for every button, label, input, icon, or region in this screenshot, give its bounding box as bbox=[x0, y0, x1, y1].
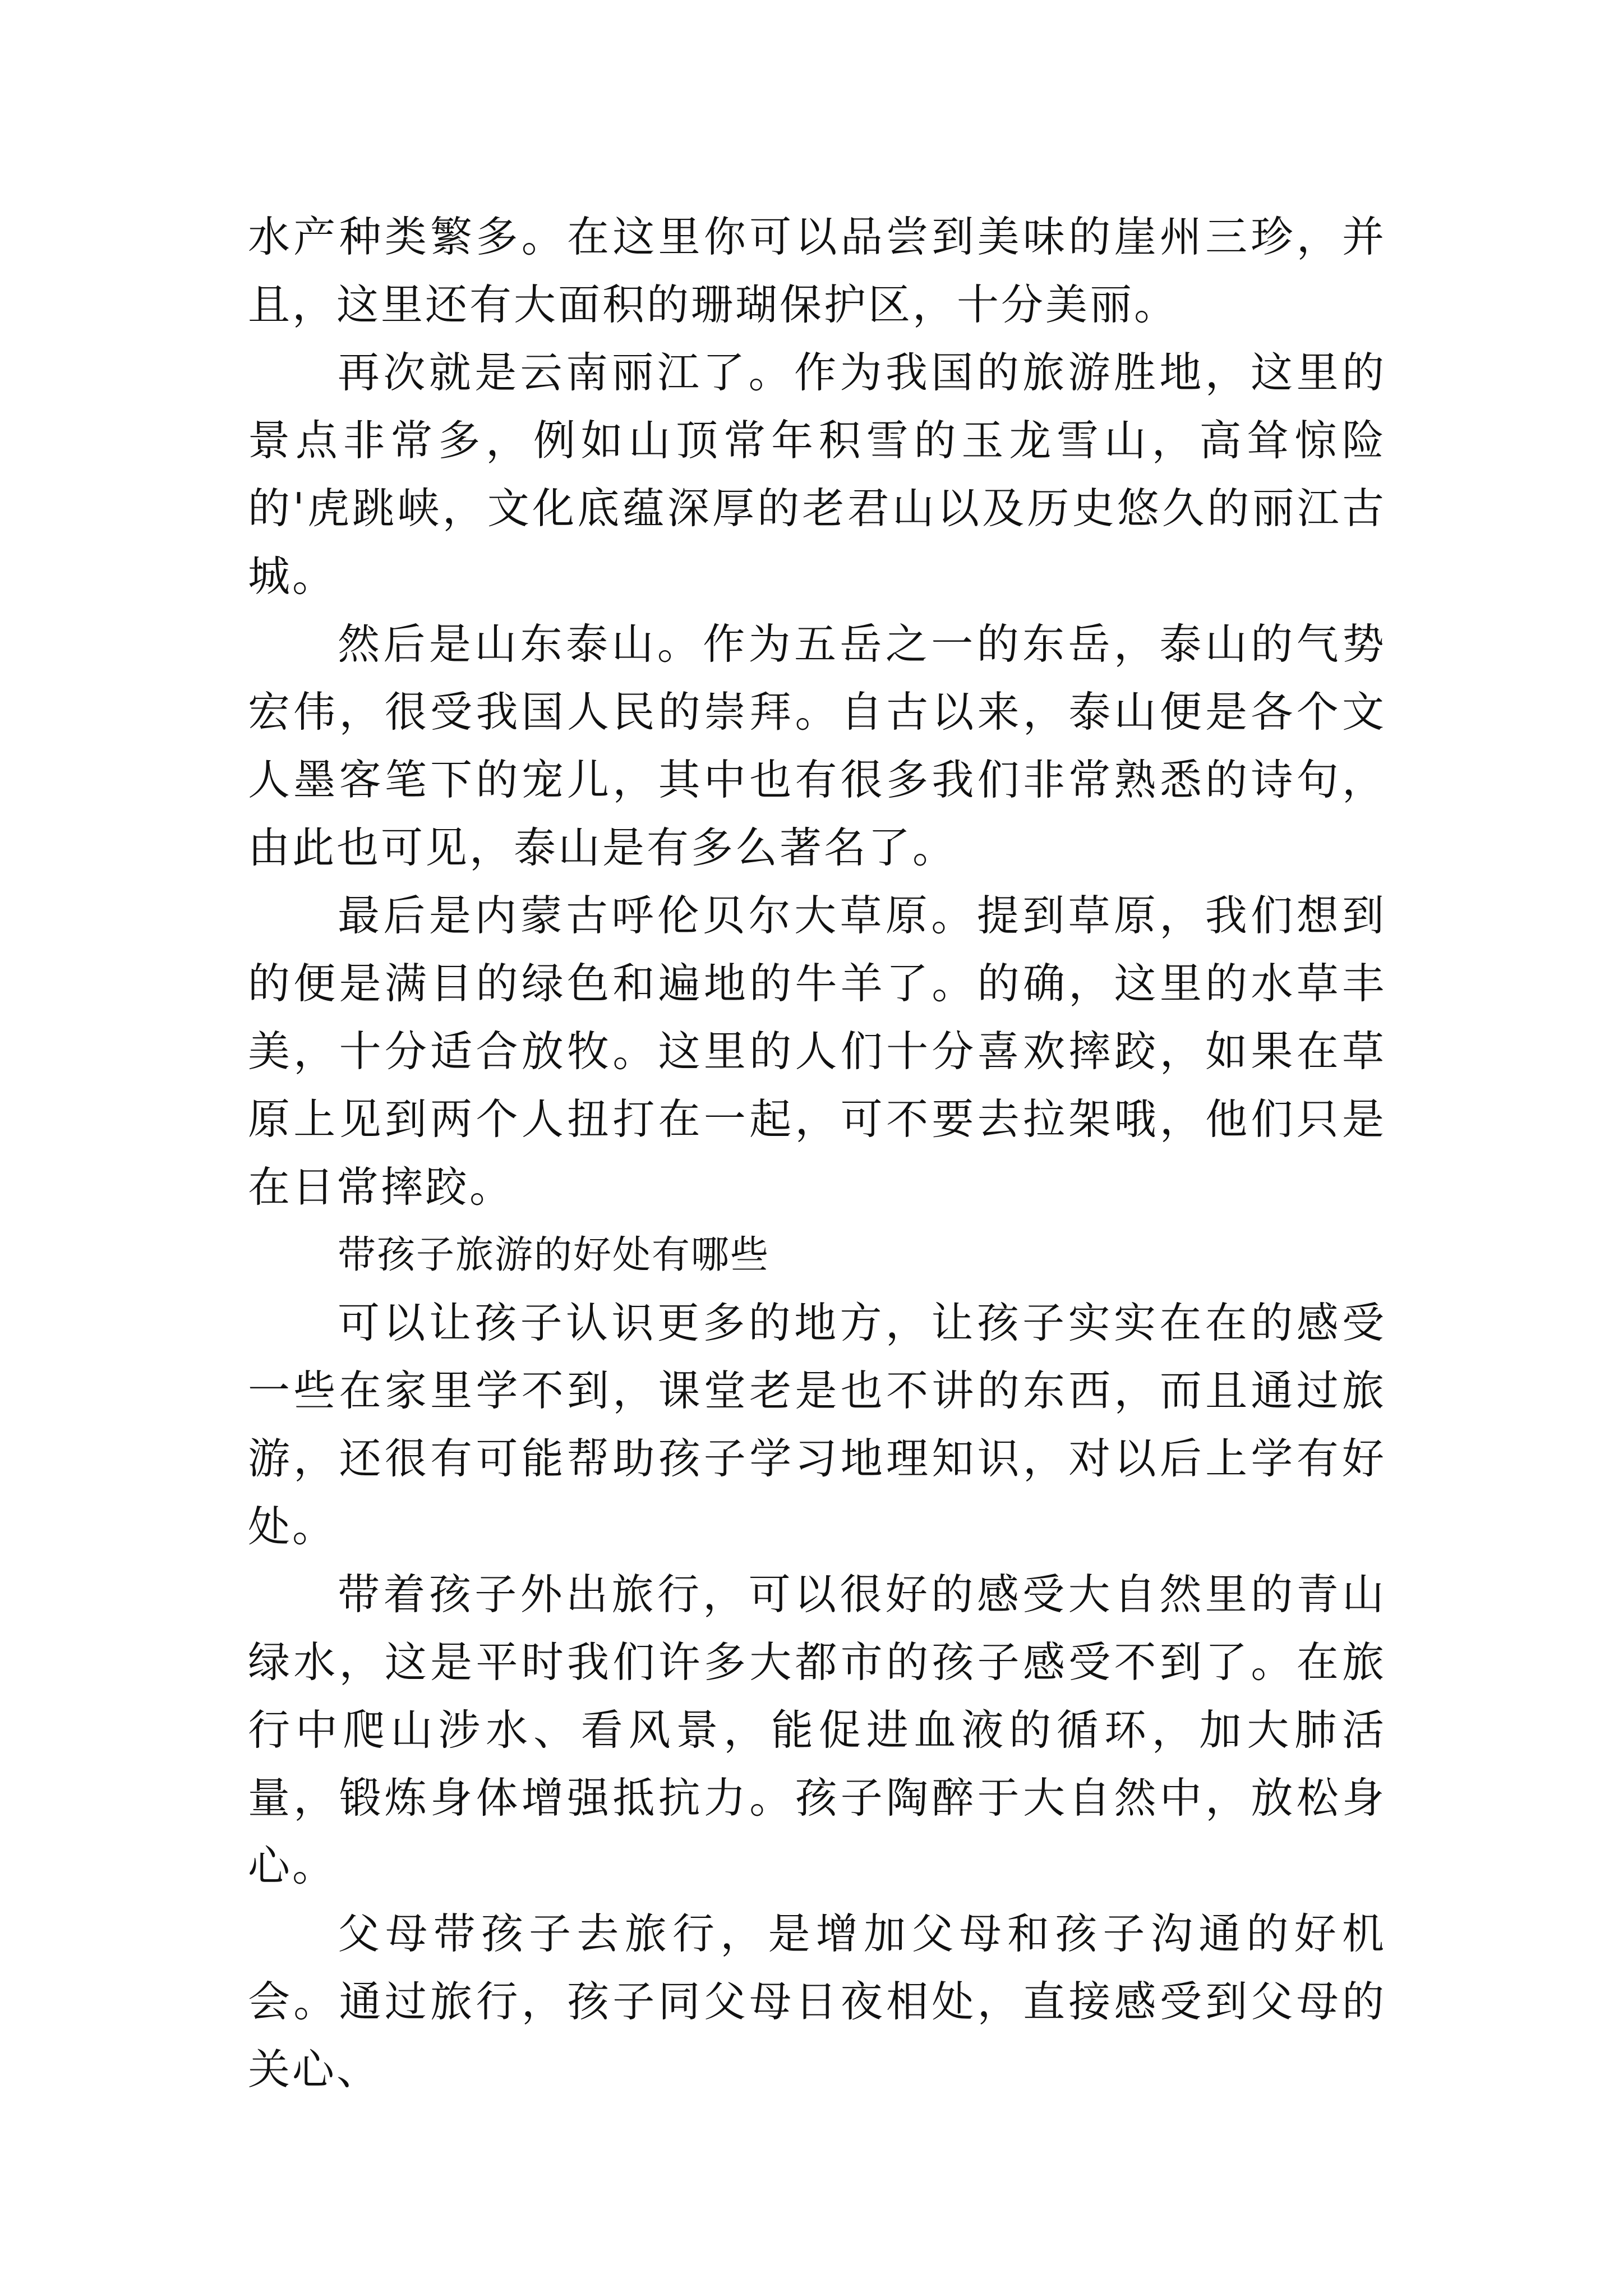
section-heading: 带孩子旅游的好处有哪些 bbox=[338, 1233, 770, 1277]
document-body bbox=[248, 203, 1386, 2104]
paragraph-continuation: 水产种类繁多。在这里你可以品尝到美味的崖州三珍，并且，这里还有大面积的珊瑚保护区，十分美丽。 bbox=[248, 212, 1386, 329]
paragraph-benefit-knowledge: 可以让孩子认识更多的地方，让孩子实实在在的感受一些在家里学不到，课堂老是也不讲的东西，而且通过旅游，还很有可能帮助孩子学习地理知识，对以后上学有好处。 bbox=[248, 1298, 1386, 1551]
paragraph-taishan: 然后是山东泰山。作为五岳之一的东岳，泰山的气势宏伟，很受我国人民的崇拜。自古以来，泰山便是各个文人墨客笔下的宠儿，其中也有很多我们非常熟悉的诗句，由此也可见，泰山是有多么著名了。 bbox=[248, 619, 1386, 872]
paragraph-lijiang: 再次就是云南丽江了。作为我国的旅游胜地，这里的景点非常多，例如山顶常年积雪的玉龙雪山，高耸惊险的'虎跳峡，文化底蕴深厚的老君山以及历史悠久的丽江古城。 bbox=[248, 348, 1386, 601]
paragraph-benefit-communication: 父母带孩子去旅行，是增加父母和孩子沟通的好机会。通过旅行，孩子同父母日夜相处，直接感受到父母的关心、 bbox=[248, 1909, 1386, 2094]
paragraph-benefit-health: 带着孩子外出旅行，可以很好的感受大自然里的青山绿水，这是平时我们许多大都市的孩子感受不到了。在旅行中爬山涉水、看风景，能促进血液的循环，加大肺活量，锻炼身体增强抵抗力。孩子陶醉于大自然中，放松身心。 bbox=[248, 1570, 1386, 1890]
paragraph-hulunbuir: 最后是内蒙古呼伦贝尔大草原。提到草原，我们想到的便是满目的绿色和遍地的牛羊了。的确，这里的水草丰美，十分适合放牧。这里的人们十分喜欢摔跤，如果在草原上见到两个人扭打在一起，可不要去拉架哦，他们只是在日常摔跤。 bbox=[248, 891, 1386, 1212]
